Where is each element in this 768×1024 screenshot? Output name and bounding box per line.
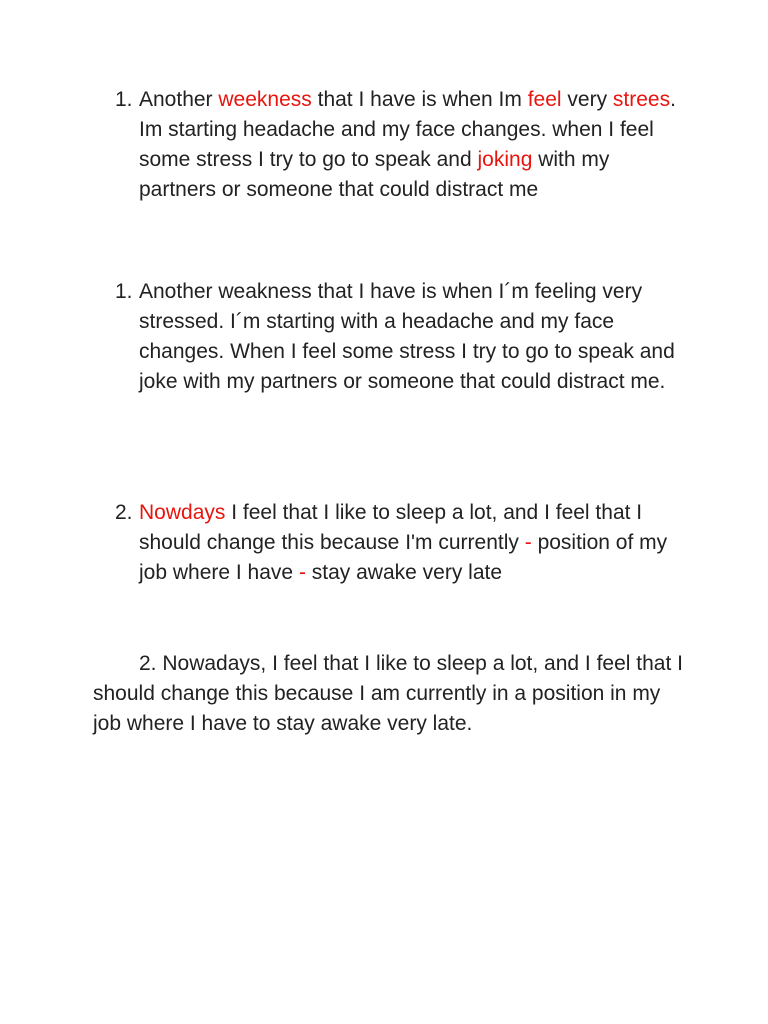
list-item-text xyxy=(139,85,679,205)
list-item-text xyxy=(139,498,679,588)
text-run: Another xyxy=(139,88,219,111)
error-word: strees xyxy=(612,88,671,111)
list-number: 1. xyxy=(115,88,133,111)
list-number: 1. xyxy=(115,280,133,303)
list-number: 2. xyxy=(115,501,133,524)
list-item-text: Another weakness that I have is when I´m feeling very stressed. I´m starting with a headache and my face changes. When I feel some stress I try to go to speak and joke with my partners or someone that could distract me. xyxy=(139,280,675,393)
error-mark: - xyxy=(524,531,532,554)
text-run: I feel that I like to sleep a lot, and I feel that I should change this because I'm currently xyxy=(139,501,643,554)
text-run: with my partners or someone that could distract me xyxy=(139,148,610,201)
list-item-original-2 xyxy=(93,498,683,588)
error-word: joking xyxy=(477,148,533,171)
corrected-paragraph-2: 2. Nowadays, I feel that I like to sleep a lot, and I feel that I should change this because I am currently in a position in my job where I have to stay awake very late. xyxy=(93,652,683,735)
text-run: very xyxy=(561,88,613,111)
error-mark: - xyxy=(298,561,306,584)
text-run: stay awake very late xyxy=(305,561,503,584)
text-run: that I have is when Im xyxy=(311,88,528,111)
list-item-corrected-1 xyxy=(93,277,683,397)
error-word: weekness xyxy=(218,88,312,111)
text-run: position of my job where I have xyxy=(139,531,668,584)
error-word: Nowdays xyxy=(139,501,226,524)
list-item-original-1 xyxy=(93,85,683,205)
error-word: feel xyxy=(527,88,562,111)
text-run: . Im starting headache and my face changes. when I feel some stress I try to go to speak and xyxy=(139,88,676,171)
